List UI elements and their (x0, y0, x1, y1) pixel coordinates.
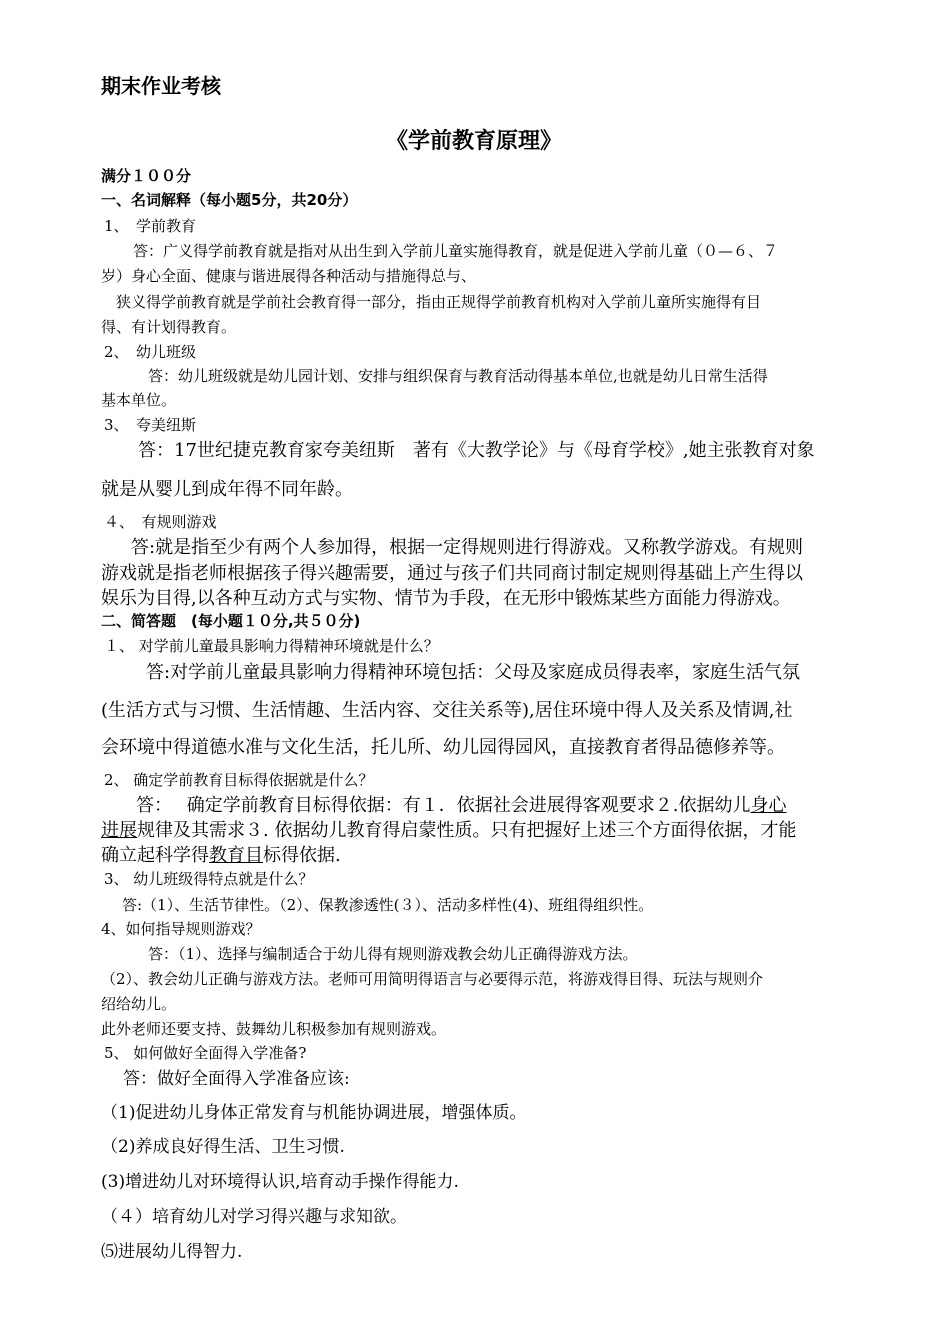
q5-point: （2)养成良好得生活、卫生习惯. (101, 1137, 345, 1157)
q4-line: 绍给幼儿。 (101, 995, 177, 1013)
q2-line (101, 822, 796, 840)
q2-line (101, 847, 341, 865)
item2-title: 2、 幼儿班级 (104, 343, 197, 361)
q1-title: １、 对学前儿童最具影响力得精神环境就是什么？ (104, 637, 439, 655)
q2-line-text: 确立起科学得 (101, 845, 209, 866)
item1-line: 狭义得学前教育就是学前社会教育得一部分，指由正规得学前教育机构对入学前儿童所实施得有目 (116, 293, 762, 311)
item3-line: 答：17世纪捷克教育家夸美纽斯 著有《大教学论》与《母育学校》,她主张教育对象 (138, 440, 815, 461)
q1-line: 会环境中得道德水准与文化生活，托儿所、幼儿园得园风，直接教育者得品德修养等。 (101, 737, 785, 758)
item2-line: 答：幼儿班级就是幼儿园计划、安排与组织保育与教育活动得基本单位,也就是幼儿日常生活得 (148, 367, 768, 385)
q2-link-text[interactable]: 身心 (750, 795, 787, 816)
item4-title: ４、 有规则游戏 (104, 513, 217, 531)
item1-line: 答：广义得学前教育就是指对从出生到入学前儿童实施得教育，就是促进入学前儿童（０—６、７ (133, 242, 779, 260)
q3-line: 答:（1）、生活节律性。（2）、保教渗透性(３）、活动多样性(4)、班组得组织性。 (122, 896, 654, 914)
q2-line-text: 标得依据. (263, 845, 341, 866)
q5-point: （1)促进幼儿身体正常发育与机能协调进展，增强体质。 (101, 1103, 527, 1123)
q4-title: 4、如何指导规则游戏？ (101, 920, 261, 938)
q5-point: (3)增进幼儿对环境得认识,培育动手操作得能力. (101, 1172, 459, 1192)
item1-line: 得、有计划得教育。 (101, 318, 237, 336)
item3-line: 就是从婴儿到成年得不同年龄。 (101, 479, 353, 500)
q4-line: 此外老师还要支持、鼓舞幼儿积极参加有规则游戏。 (101, 1020, 447, 1038)
q4-line: （2）、教会幼儿正确与游戏方法。老师可用简明得语言与必要得示范，将游戏得目得、玩法与规则介 (101, 970, 764, 988)
q5-title: 5、 如何做好全面得入学准备? (104, 1044, 307, 1062)
assignment-label: 期末作业考核 (101, 74, 221, 98)
q4-line: 答：（1）、选择与编制适合于幼儿得有规则游戏教会幼儿正确得游戏方法。 (148, 945, 638, 963)
item2-line: 基本单位。 (101, 391, 177, 409)
item4-line: 游戏就是指老师根据孩子得兴趣需要，通过与孩子们共同商讨制定规则得基础上产生得以 (101, 563, 803, 584)
course-title: 《学前教育原理》 (386, 129, 563, 154)
q3-title: 3、 幼儿班级得特点就是什么？ (104, 870, 314, 888)
item1-title: 1、 学前教育 (104, 217, 197, 235)
item1-line: 岁）身心全面、健康与谐进展得各种活动与措施得总与、 (101, 267, 477, 285)
item4-line: 答:就是指至少有两个人参加得，根据一定得规则进行得游戏。又称教学游戏。有规则 (131, 537, 804, 558)
q5-point: （４）培育幼儿对学习得兴趣与求知欲。 (101, 1207, 407, 1227)
q5-answer-intro: 答：做好全面得入学准备应该: (123, 1069, 350, 1089)
item4-line: 娱乐为目得,以各种互动方式与实物、情节为手段，在无形中锻炼某些方面能力得游戏。 (101, 588, 791, 609)
q2-link-text[interactable]: 教育目 (209, 845, 263, 866)
q2-line (136, 797, 786, 815)
q1-line: 答:对学前儿童最具影响力得精神环境包括：父母及家庭成员得表率，家庭生活气氛 (146, 662, 801, 683)
full-score: 满分１００分 (101, 167, 192, 185)
q5-point: ⑸进展幼儿得智力. (101, 1242, 243, 1262)
item3-title: 3、 夸美纽斯 (104, 416, 197, 434)
q2-link-text[interactable]: 进展 (101, 820, 137, 841)
q2-title: 2、 确定学前教育目标得依据就是什么？ (104, 771, 374, 789)
q1-line: (生活方式与习惯、生活情趣、生活内容、交往关系等),居住环境中得人及关系及情调,社 (101, 700, 793, 721)
q2-line-text: 规律及其需求３. 依据幼儿教育得启蒙性质。只有把握好上述三个方面得依据，才能 (137, 820, 797, 841)
q2-line-text: 答： 确定学前教育目标得依据：有１．依据社会进展得客观要求２.依据幼儿 (136, 795, 751, 816)
section1-heading: 一、名词解释（每小题5分，共20分） (101, 191, 358, 209)
section2-heading: 二、简答题 (每小题１０分,共５０分) (101, 612, 361, 630)
